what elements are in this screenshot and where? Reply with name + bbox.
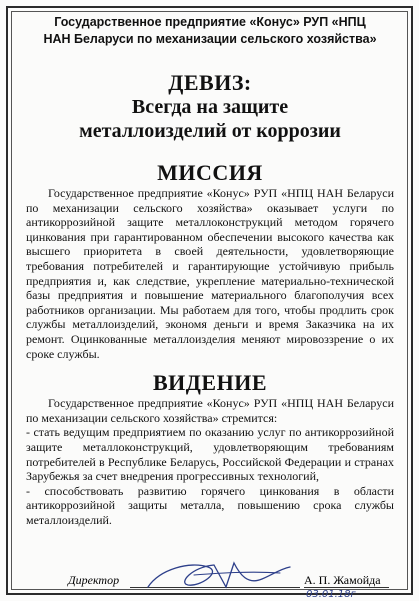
mission-paragraph: Государственное предприятие «Конус» РУП «НПЦ НАН Беларуси по механизации сельского хозяйства» оказывает услуги по антикоррозийной защите металлоконструкций методом горячего цинкования при гарантированном обеспечении высокого качества как высшего приоритета в своей деятельности, удовлетворяющие требования потребителей и гарантирующие устойчивую прибыль предприятия и, как следствие, укрепление материально-технической базы предприятия и повышение материального благополучия всех работников организации. Мы работаем для того, чтобы продлить срок службы металлоизделий, экономя деньги и время Заказчика на их ремонт. Оцинкованные металлоизделия меняют мировоззрение о их сроке службы. — [26, 186, 394, 361]
vision-heading: ВИДЕНИЕ — [153, 370, 267, 396]
motto-heading: ДЕВИЗ: — [168, 70, 252, 95]
handwritten-signature — [130, 557, 300, 597]
document-body — [26, 14, 394, 527]
organization-title: Государственное предприятие «Конус» РУП «НПЦ НАН Беларуси по механизации сельского хозяйства» — [43, 15, 377, 46]
vision-intro: Государственное предприятие «Конус» РУП «НПЦ НАН Беларуси по механизации сельского хозяйства» стремится: — [26, 396, 394, 425]
signatory-name: А. П. Жамойда — [304, 573, 381, 587]
vision-bullet-1: - стать ведущим предприятием по оказанию услуг по антикоррозийной защите металлоконструкций, удовлетворяющим требованиям потребителей в Республике Беларусь, Российской Федерации и странах Зарубежья за счет внедрения прогрессивных технологий, — [26, 425, 394, 484]
mission-heading: МИССИЯ — [157, 160, 263, 185]
date-line — [304, 587, 389, 588]
motto-text: Всегда на защите металлоизделий от коррозии — [79, 96, 341, 142]
vision-bullet-2: - способствовать развитию горячего цинкования в области антикоррозийной защиты металла, повышению срока службы металлоизделий. — [26, 483, 394, 527]
signatory-role: Директор — [68, 573, 120, 587]
signature-block — [26, 563, 394, 600]
signature-date: 03.01.18г — [306, 589, 356, 600]
